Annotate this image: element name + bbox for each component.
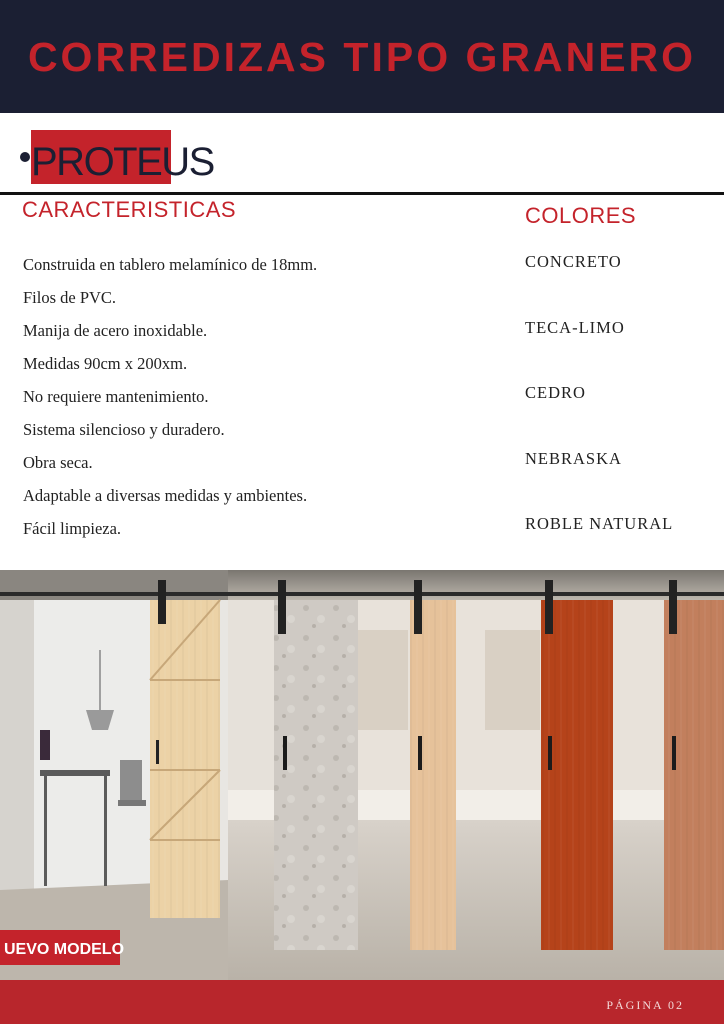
- room-scene-nuevo-modelo: [0, 570, 228, 980]
- feature-item: Fácil limpieza.: [23, 519, 122, 538]
- logo-dot-icon: [20, 152, 30, 162]
- feature-item: Filos de PVC.: [23, 288, 117, 307]
- feature-item: Adaptable a diversas medidas y ambientes.: [23, 486, 308, 505]
- color-item: CONCRETO: [525, 252, 622, 271]
- color-item: CEDRO: [525, 383, 586, 402]
- page-title: CORREDIZAS TIPO GRANERO: [27, 34, 697, 80]
- feature-item: Construida en tablero melamínico de 18mm.: [23, 255, 318, 274]
- feature-item: Obra seca.: [23, 453, 93, 472]
- features-list: [23, 248, 317, 545]
- header-banner: [0, 0, 724, 113]
- proteus-logo: [20, 130, 240, 186]
- color-item: NEBRASKA: [525, 448, 622, 468]
- feature-item: Medidas 90cm x 200xm.: [23, 354, 188, 373]
- doors-photo-strip: [0, 570, 724, 980]
- colors-heading: COLORES: [525, 203, 637, 228]
- color-item: ROBLE NATURAL: [525, 514, 674, 533]
- feature-item: Manija de acero inoxidable.: [23, 321, 208, 340]
- feature-item: No requiere mantenimiento.: [23, 387, 209, 406]
- feature-item: Sistema silencioso y duradero.: [23, 420, 225, 439]
- color-item: TECA-LIMO: [525, 317, 625, 337]
- colors-list: [525, 250, 673, 578]
- page-number: PÁGINA 02: [606, 998, 684, 1012]
- footer-bar: [0, 980, 724, 1024]
- room-scene-concreto: [228, 570, 358, 980]
- section-divider: [0, 192, 724, 195]
- features-heading: CARACTERISTICAS: [22, 197, 237, 222]
- doors-photo-illustration: [0, 570, 724, 980]
- logo-text: PROTEUS: [31, 140, 214, 184]
- nuevo-modelo-badge: UEVO MODELO: [4, 941, 125, 958]
